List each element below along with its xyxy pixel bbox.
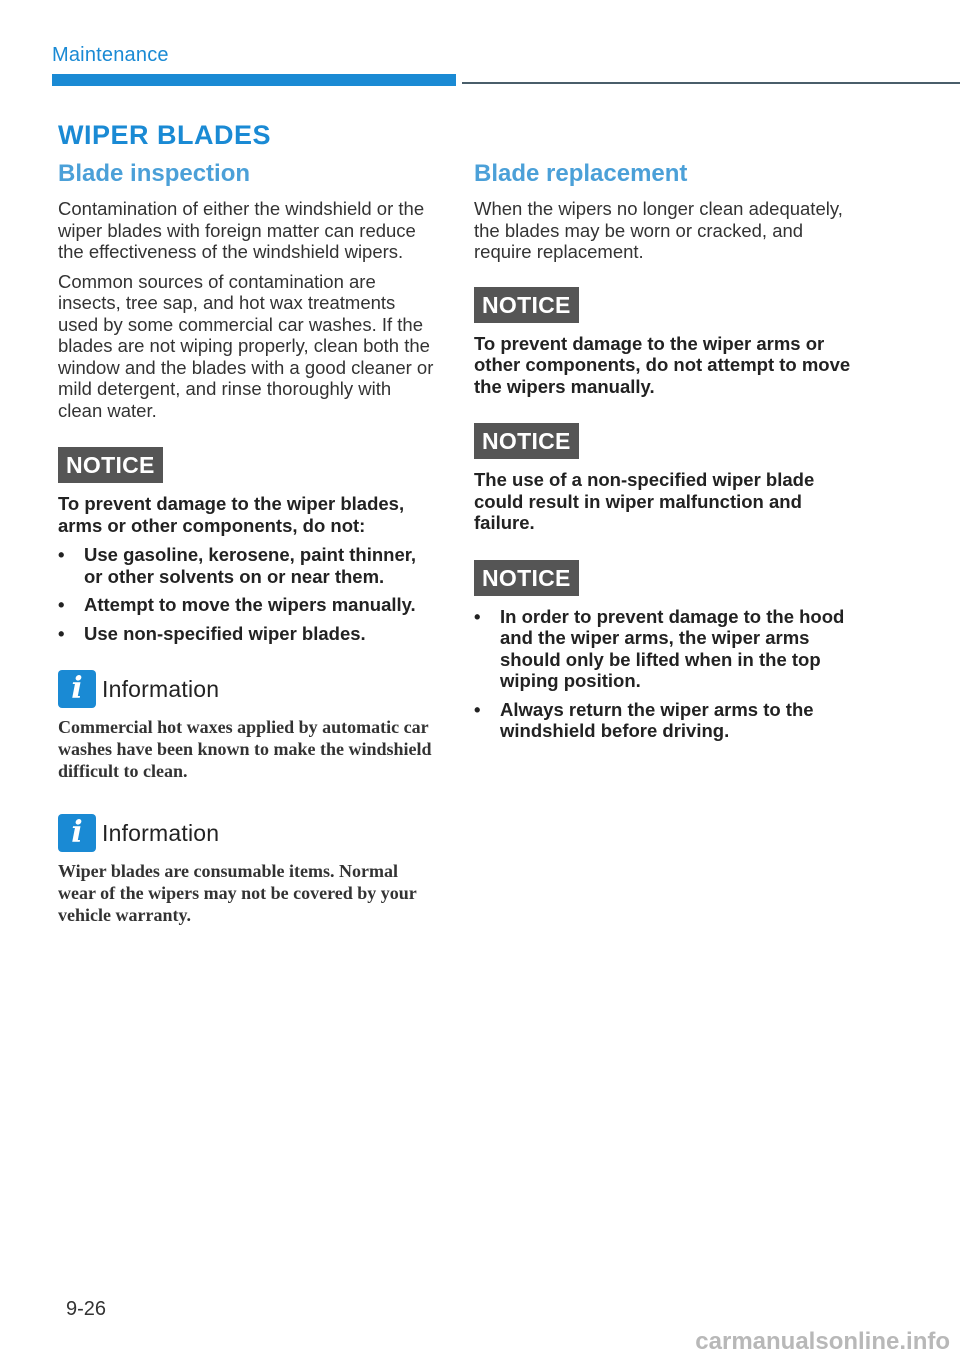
list-item-text: Attempt to move the wipers manually. (84, 594, 416, 615)
list-item-text: Use non-specified wiper blades. (84, 622, 366, 644)
list-item (58, 594, 438, 616)
notice-text: To prevent damage to the wiper arms or other components, do not attempt to move the wipers manually. (474, 332, 851, 397)
bullet-icon: • (58, 622, 65, 644)
notice-block (58, 447, 438, 644)
right-column (474, 158, 854, 749)
bullet-icon: • (58, 544, 65, 565)
watermark: carmanualsonline.info (695, 1328, 950, 1355)
information-icon: i (58, 814, 96, 852)
notice-block (474, 560, 854, 742)
notice-text: The use of a non-specified wiper blade could result in wiper malfunction and failure. (474, 469, 815, 533)
notice-list (58, 544, 438, 644)
header-rule (462, 82, 960, 84)
subhead-blade-inspection: Blade inspection (58, 160, 251, 187)
list-item (58, 623, 438, 645)
page-number: 9-26 (66, 1298, 107, 1320)
bullet-icon: • (58, 594, 65, 615)
information-text: Wiper blades are consumable items. Normal wear of the wipers may not be covered by your vehicle warranty. (58, 861, 417, 925)
left-column (58, 158, 438, 926)
page-title: WIPER BLADES (58, 120, 272, 150)
header-rule-accent (52, 74, 456, 86)
paragraph: Common sources of contamination are insects, tree sap, and hot wax treatments used by some commercial car washes. If the blades are not wiping properly, clean both the window and the blades with a good cleaner or mild detergent, and rinse thoroughly with clean water. (58, 270, 434, 421)
information-header (58, 670, 438, 708)
section-header-label: Maintenance (52, 44, 169, 66)
information-icon: i (58, 670, 96, 708)
information-header (58, 814, 438, 852)
notice-list (474, 606, 854, 742)
notice-block (474, 423, 854, 534)
information-block (58, 814, 438, 926)
list-item (474, 606, 854, 692)
notice-text: To prevent damage to the wiper blades, arms or other components, do not: (58, 493, 405, 536)
information-title: Information (102, 819, 220, 846)
information-title: Information (102, 675, 220, 702)
notice-label: NOTICE (474, 560, 579, 596)
bullet-icon: • (474, 605, 481, 627)
paragraph: Contamination of either the windshield or the wiper blades with foreign matter can reduce the effectiveness of the windshield wipers. (58, 198, 425, 262)
list-item (474, 699, 854, 742)
subhead-blade-replacement: Blade replacement (474, 160, 688, 187)
notice-label: NOTICE (474, 287, 579, 323)
notice-label: NOTICE (58, 447, 163, 483)
list-item (58, 544, 438, 587)
list-item-text: Always return the wiper arms to the windshield before driving. (500, 698, 814, 741)
information-block (58, 670, 438, 782)
list-item-text: In order to prevent damage to the hood and the wiper arms, the wiper arms should only be lifted when in the top wiping position. (500, 605, 845, 691)
notice-label: NOTICE (474, 423, 579, 459)
notice-block (474, 287, 854, 398)
paragraph: When the wipers no longer clean adequately, the blades may be worn or cracked, and require replacement. (474, 198, 843, 262)
list-item-text: Use gasoline, kerosene, paint thinner, or other solvents on or near them. (84, 544, 417, 587)
information-text: Commercial hot waxes applied by automatic car washes have been known to make the windshield difficult to clean. (58, 717, 432, 781)
bullet-icon: • (474, 698, 481, 720)
